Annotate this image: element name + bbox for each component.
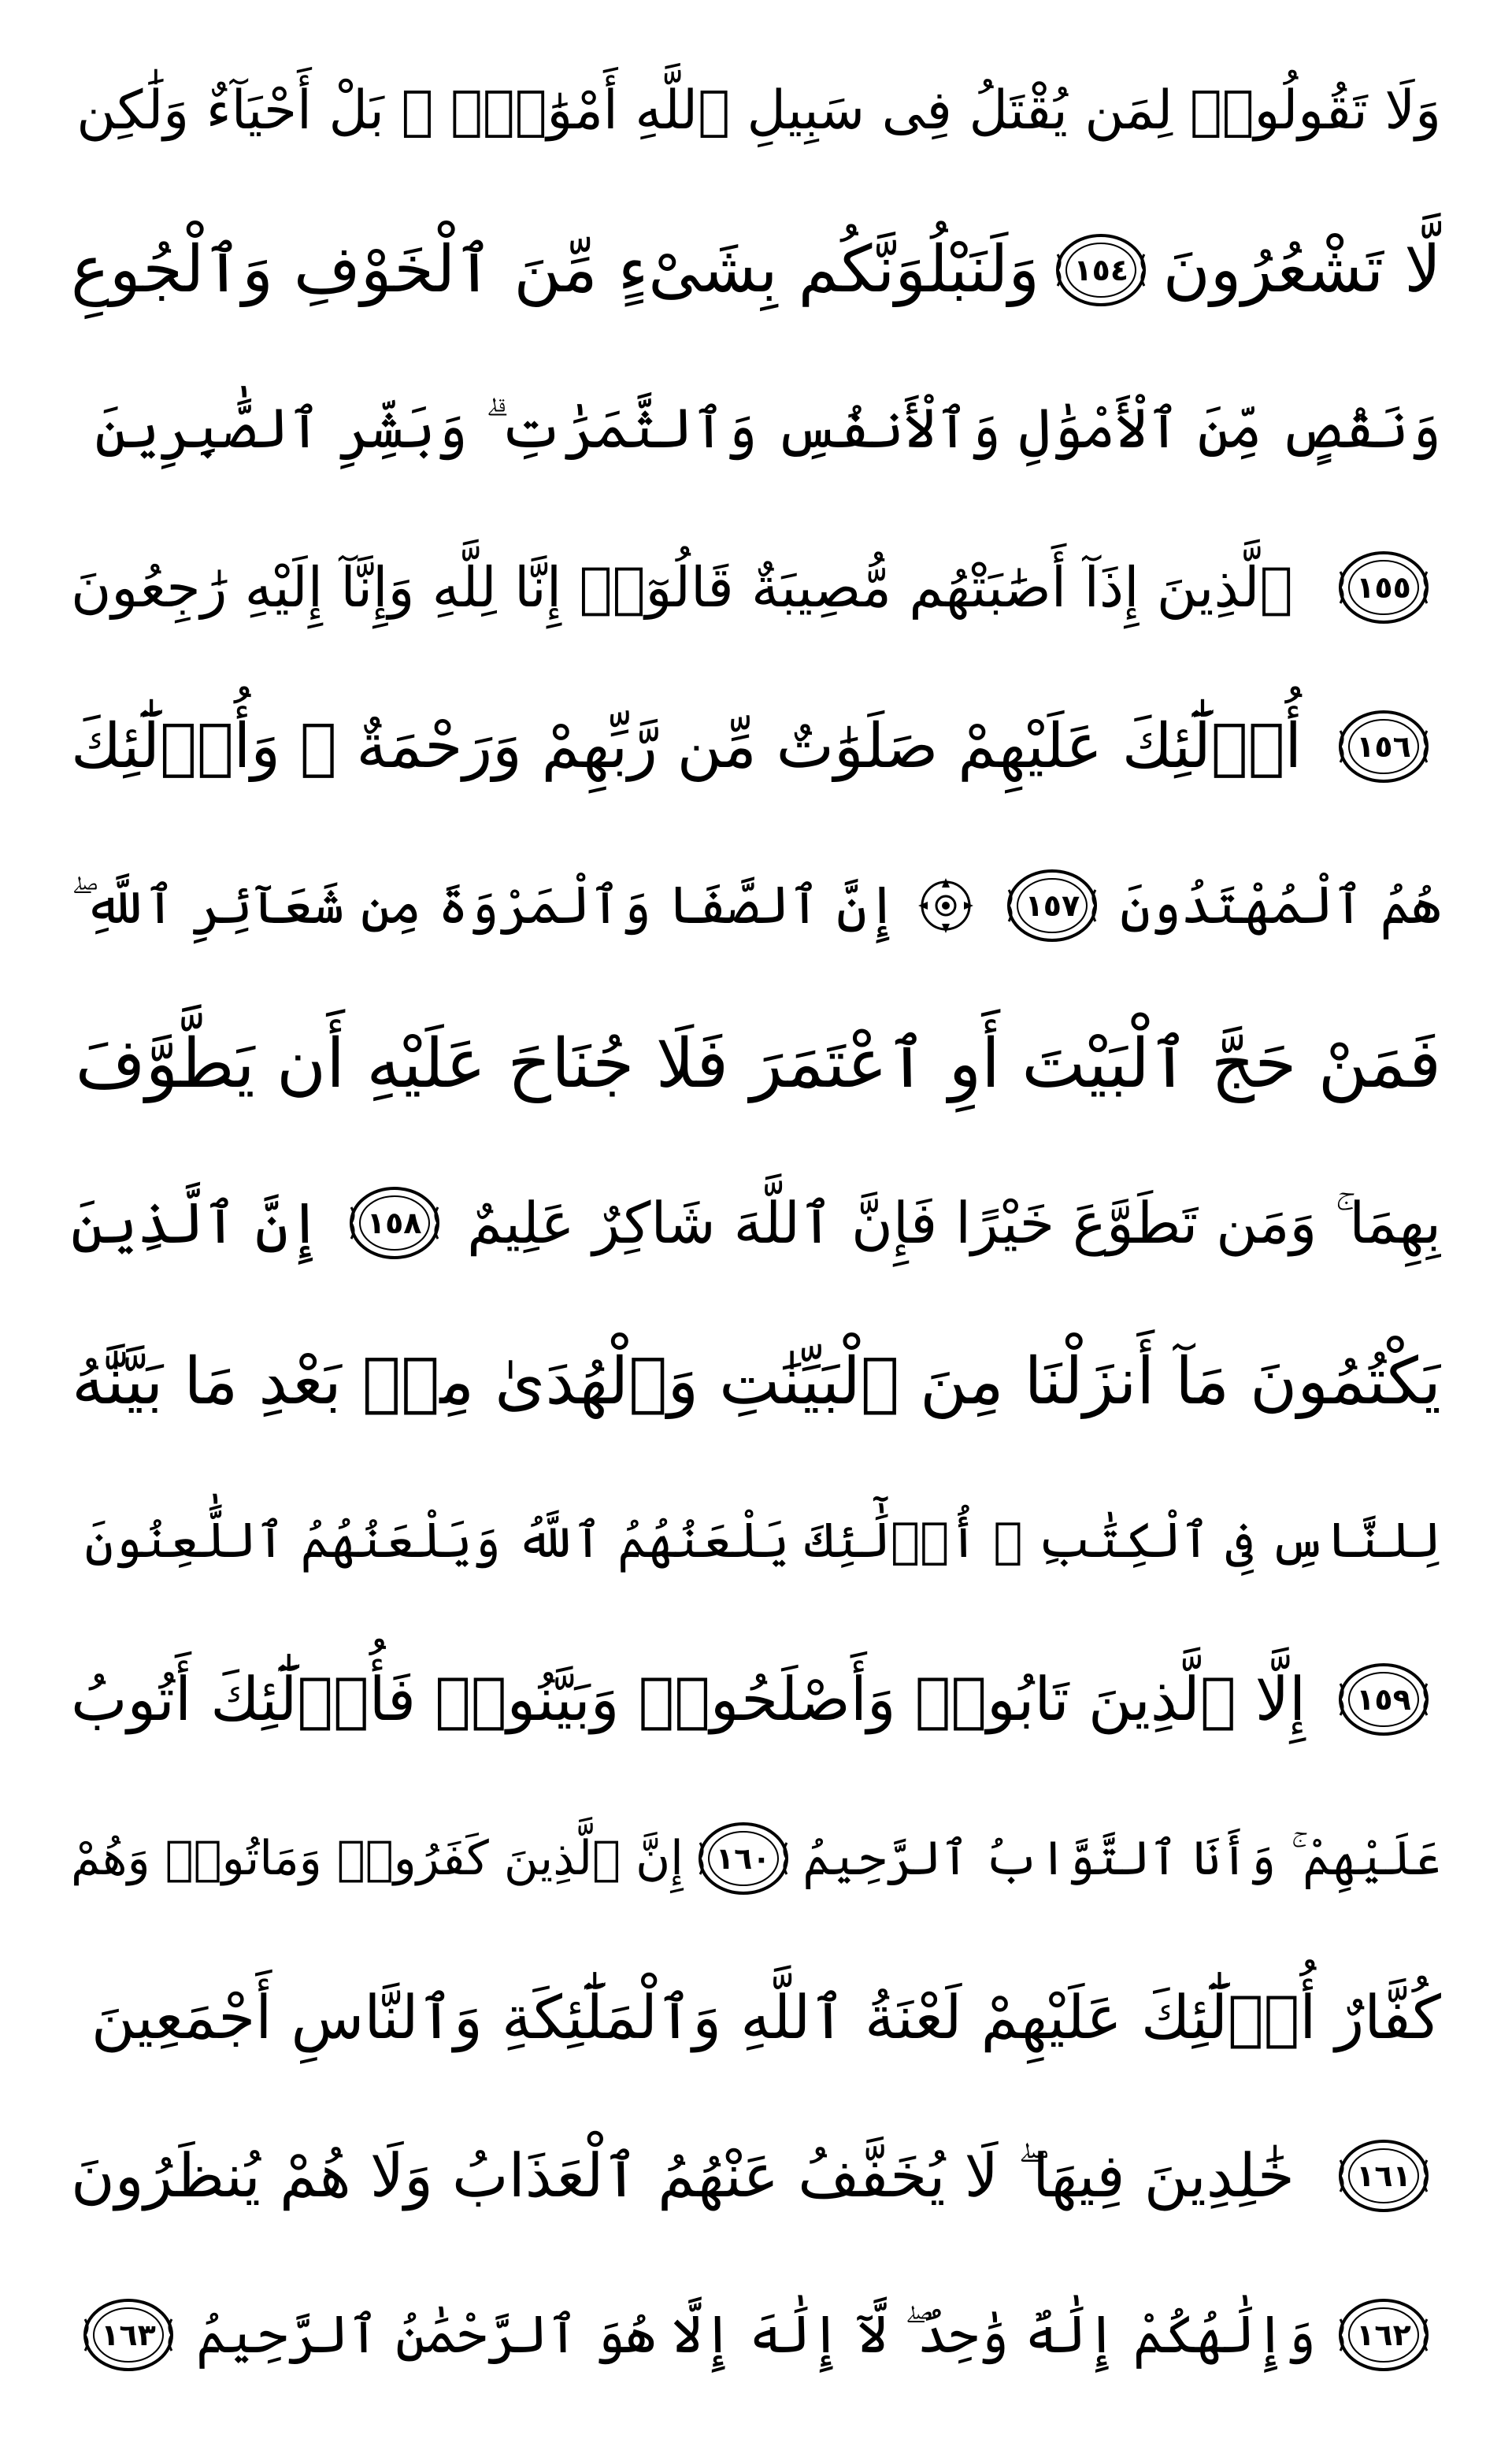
ayah-number-marker bbox=[348, 1185, 441, 1261]
verse-line bbox=[71, 1779, 1441, 1938]
ayah-number-marker bbox=[82, 2297, 175, 2373]
ayah-number: ١٥٦ bbox=[1356, 728, 1411, 764]
ayah-number: ١٦١ bbox=[1356, 2159, 1411, 2194]
ayah-number-marker bbox=[1054, 232, 1147, 308]
verse-line bbox=[71, 1143, 1441, 1303]
verse-text: يَكْتُمُونَ مَآ أَنزَلْنَا مِنَ ٱلْبَيِّنَٰتِ وَٱلْهُدَىٰ مِنۢ بَعْدِ مَا بَيَّنَّٰهُ bbox=[72, 1343, 1441, 1419]
ayah-number: ١٥٥ bbox=[1356, 570, 1411, 606]
verse-text: لَّا تَشْعُرُونَ bbox=[1162, 232, 1441, 307]
verse-text: إِنَّ ٱلَّذِينَ كَفَرُوا۟ وَمَاتُوا۟ وَهُمْ bbox=[71, 1830, 684, 1886]
verse-line bbox=[71, 2255, 1441, 2414]
hizb-rub-icon bbox=[917, 876, 975, 935]
verse-line bbox=[71, 32, 1441, 191]
verse-text: وَنَقْصٍ مِّنَ ٱلْأَمْوَٰلِ وَٱلْأَنفُسِ وَٱلثَّمَرَٰتِ ۗ وَبَشِّرِ ٱلصَّٰبِرِينَ bbox=[94, 396, 1441, 461]
ayah-number: ١٦٢ bbox=[1356, 2318, 1411, 2353]
ayah-number-marker bbox=[1337, 709, 1430, 784]
verse-line bbox=[71, 984, 1441, 1143]
verse-line bbox=[71, 2097, 1441, 2256]
verse-line bbox=[71, 191, 1441, 350]
verse-text: كُفَّارٌ أُو۟لَٰٓئِكَ عَلَيْهِمْ لَعْنَةُ ٱللَّهِ وَٱلْمَلَٰٓئِكَةِ وَٱلنَّاسِ أَجْمَعِينَ bbox=[91, 1981, 1441, 2052]
ayah-number-marker bbox=[697, 1821, 790, 1896]
ayah-number: ١٥٧ bbox=[1025, 888, 1080, 923]
verse-line bbox=[71, 1303, 1441, 1462]
verse-text: وَإِلَٰهُكُمْ إِلَٰهٌ وَٰحِدٌ ۖ لَّآ إِلَٰهَ إِلَّا هُوَ ٱلرَّحْمَٰنُ ٱلرَّحِيمُ bbox=[196, 2304, 1316, 2366]
ayah-number: ١٦٣ bbox=[101, 2318, 156, 2353]
verse-line bbox=[71, 349, 1441, 508]
verse-text: خَٰلِدِينَ فِيهَا ۖ لَا يُخَفَّفُ عَنْهُمُ ٱلْعَذَابُ وَلَا هُمْ يُنظَرُونَ bbox=[71, 2140, 1295, 2211]
ayah-number: ١٥٩ bbox=[1356, 1682, 1411, 1718]
verse-line bbox=[71, 667, 1441, 826]
ayah-number-marker bbox=[1337, 2297, 1430, 2373]
verse-text: أُو۟لَٰٓئِكَ عَلَيْهِمْ صَلَوَٰتٌ مِّن رَّبِّهِمْ وَرَحْمَةٌ ۖ وَأُو۟لَٰٓئِكَ bbox=[71, 710, 1303, 782]
verse-text: عَلَيْهِمْ ۚ وَأَنَا ٱلتَّوَّابُ ٱلرَّحِيمُ bbox=[802, 1830, 1441, 1886]
ayah-number-marker bbox=[1337, 1662, 1430, 1737]
ayah-number: ١٦٠ bbox=[715, 1840, 771, 1876]
verse-text: إِلَّا ٱلَّذِينَ تَابُوا۟ وَأَصْلَحُوا۟ وَبَيَّنُوا۟ فَأُو۟لَٰٓئِكَ أَتُوبُ bbox=[71, 1664, 1306, 1735]
verse-text: لِلنَّاسِ فِى ٱلْكِتَٰبِ ۙ أُو۟لَٰٓئِكَ يَلْعَنُهُمُ ٱللَّهُ وَيَلْعَنُهُمُ ٱللَّٰعِنُونَ bbox=[84, 1511, 1441, 1570]
ayah-number: ١٥٤ bbox=[1073, 252, 1129, 287]
verse-text: إِنَّ ٱلصَّفَا وَٱلْمَرْوَةَ مِن شَعَآئِرِ ٱللَّهِ ۖ bbox=[71, 874, 898, 936]
verse-lines bbox=[71, 32, 1441, 2414]
verse-line bbox=[71, 826, 1441, 985]
ayah-number: ١٥٨ bbox=[366, 1206, 422, 1240]
verse-text: هُمُ ٱلْمُهْتَدُونَ bbox=[1120, 874, 1441, 936]
verse-text: إِنَّ ٱلَّذِينَ bbox=[71, 1190, 322, 1256]
ayah-number-marker bbox=[1337, 2138, 1430, 2214]
verse-text: بِهِمَا ۚ وَمَن تَطَوَّعَ خَيْرًا فَإِنَّ ٱللَّهَ شَاكِرٌ عَلِيمٌ bbox=[467, 1190, 1441, 1256]
ayah-number-marker bbox=[1006, 868, 1099, 943]
verse-text: وَلَا تَقُولُوا۟ لِمَن يُقْتَلُ فِى سَبِيلِ ٱللَّهِ أَمْوَٰتٌۢ ۚ بَلْ أَحْيَآءٌ وَلَٰكِن bbox=[76, 79, 1441, 142]
verse-text: وَلَنَبْلُوَنَّكُم بِشَىْءٍ مِّنَ ٱلْخَوْفِ وَٱلْجُوعِ bbox=[71, 232, 1040, 307]
verse-text: ٱلَّذِينَ إِذَآ أَصَٰبَتْهُم مُّصِيبَةٌ قَالُوٓا۟ إِنَّا لِلَّهِ وَإِنَّآ إِلَيْهِ رَٰجِعُونَ bbox=[71, 555, 1293, 621]
verse-text: فَمَنْ حَجَّ ٱلْبَيْتَ أَوِ ٱعْتَمَرَ فَلَا جُنَاحَ عَلَيْهِ أَن يَطَّوَّفَ bbox=[75, 1025, 1441, 1104]
verse-line bbox=[71, 1462, 1441, 1621]
verse-line bbox=[71, 1938, 1441, 2097]
verse-line bbox=[71, 1620, 1441, 1779]
verse-line bbox=[71, 508, 1441, 667]
ayah-number-marker bbox=[1337, 550, 1430, 625]
